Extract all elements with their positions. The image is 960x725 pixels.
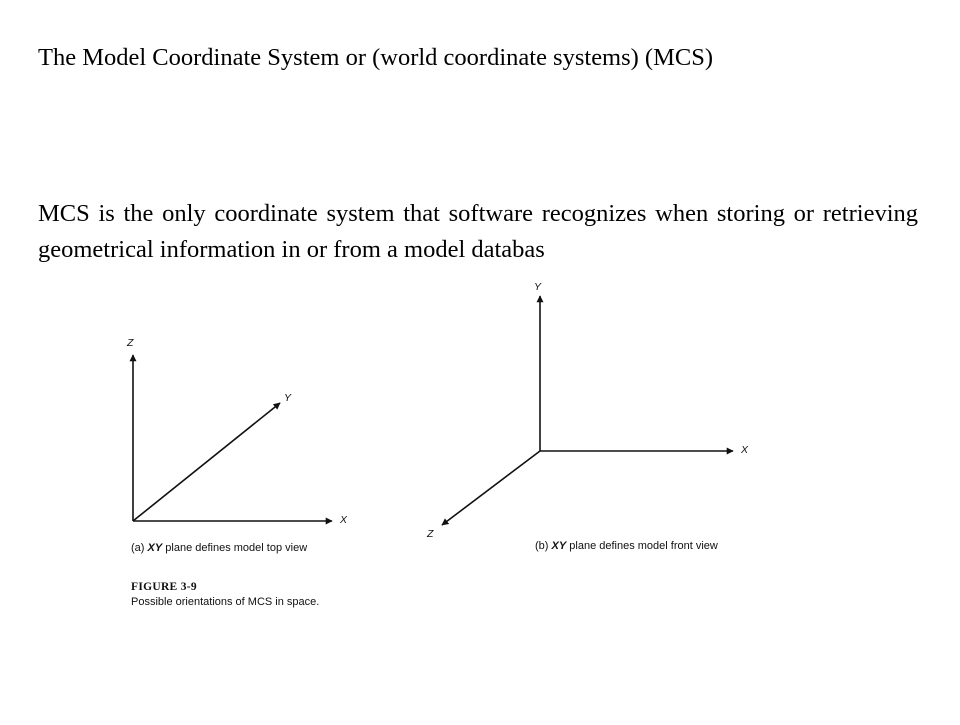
panel-a-caption-rest: plane defines model top view — [165, 542, 308, 554]
panel-b-caption-prefix: (b) — [535, 540, 549, 552]
panel-a-z-label: Z — [127, 337, 134, 349]
figure-image-background — [126, 280, 786, 620]
panel-b-z-label: Z — [427, 528, 434, 540]
panel-b-caption-rest: plane defines model front view — [569, 540, 718, 552]
slide-body-text: MCS is the only coordinate system that software recognizes when storing or retrieving geometrical information in or from a model databas — [38, 200, 918, 263]
panel-a-y-label: Y — [284, 392, 292, 404]
figure-description: Possible orientations of MCS in space. — [131, 596, 320, 608]
panel-a-caption-xy: XY — [147, 542, 163, 554]
panel-a-caption-prefix: (a) — [131, 542, 145, 554]
panel-a-x-label: X — [340, 514, 348, 526]
panel-b-x-label: X — [741, 444, 749, 456]
panel-b-y-label: Y — [534, 281, 542, 293]
panel-b-caption-xy: XY — [551, 540, 567, 552]
slide-heading: The Model Coordinate System or (world coordinate systems) (MCS) — [38, 44, 714, 71]
figure-title: FIGURE 3-9 — [131, 581, 197, 593]
